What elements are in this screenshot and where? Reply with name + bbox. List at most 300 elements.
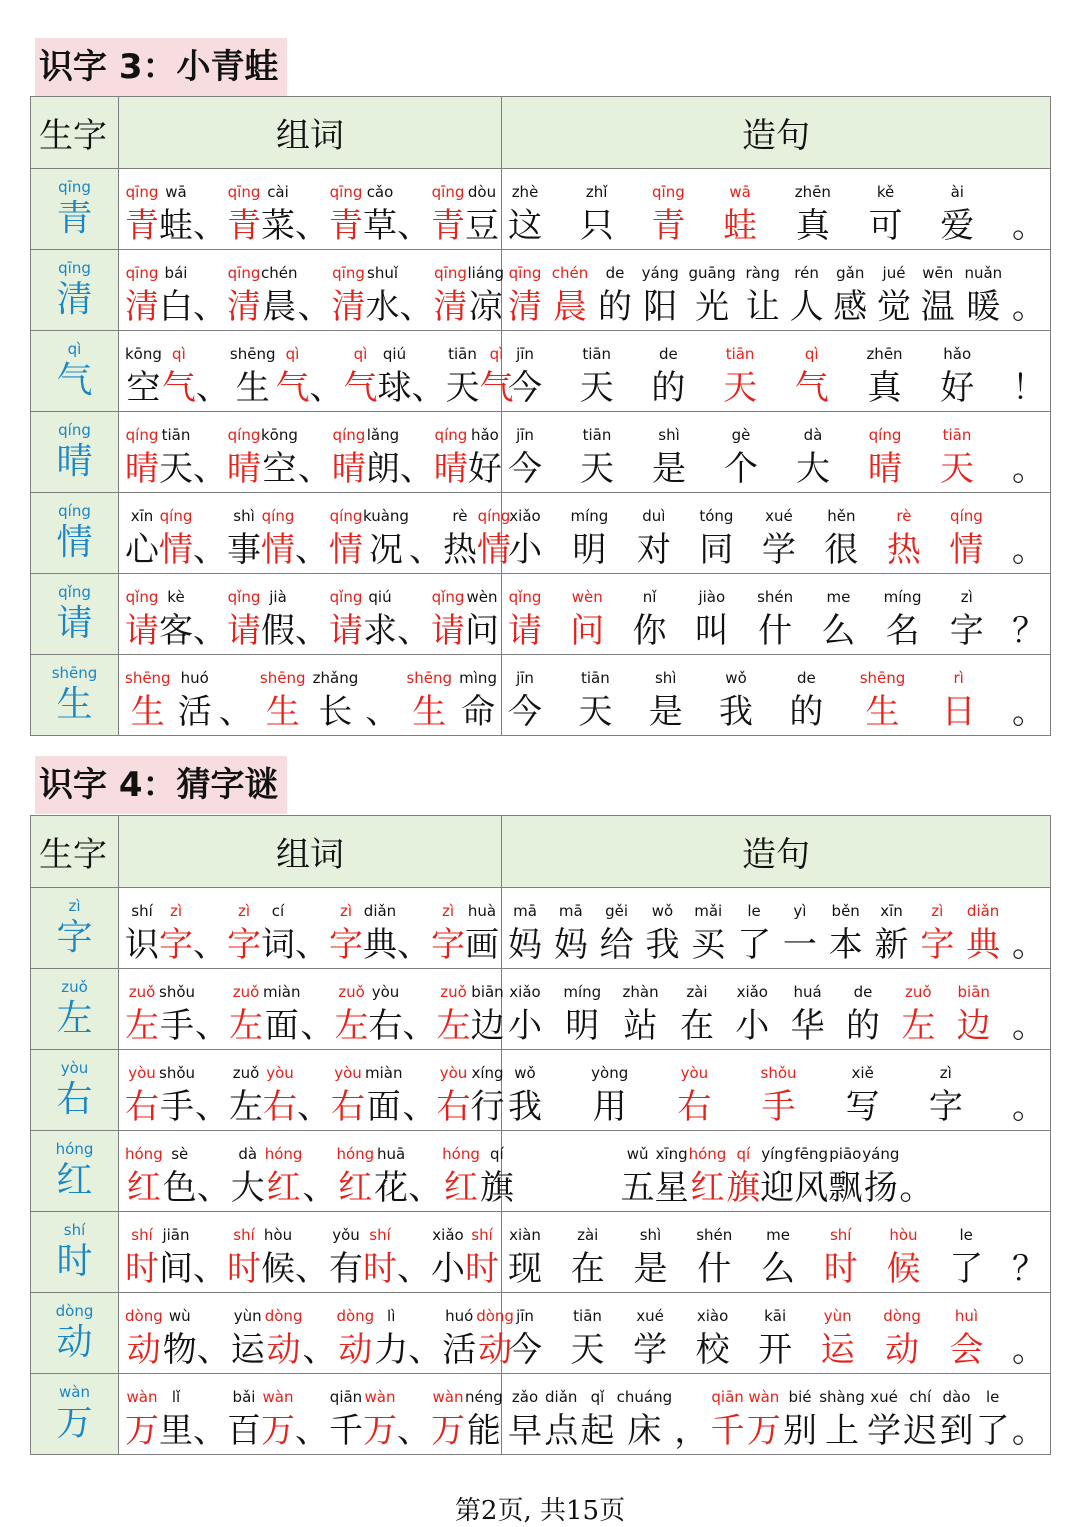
ruby-token	[261, 1224, 295, 1292]
header-character: 生字	[31, 816, 119, 888]
token-pinyin: jiān	[162, 1226, 190, 1244]
ruby-token	[125, 505, 159, 573]
token-hanzi: 、	[397, 611, 431, 651]
token-hanzi: 热	[442, 530, 477, 570]
token-hanzi: 况	[368, 530, 403, 570]
ruby-token	[374, 1143, 408, 1211]
character-pinyin: qì	[67, 340, 82, 358]
token-pinyin: nuǎn	[964, 264, 1003, 282]
token-hanzi: 、	[365, 692, 400, 732]
token-hanzi: 万	[431, 1411, 465, 1451]
token-hanzi: 时	[227, 1249, 261, 1289]
token-hanzi: 客	[159, 611, 193, 651]
token-pinyin: wā	[729, 183, 751, 201]
ruby-token	[866, 343, 902, 411]
token-hanzi: 万	[363, 1411, 397, 1451]
ruby-token	[471, 981, 505, 1049]
token-pinyin: yòng	[591, 1064, 629, 1082]
ruby-token	[899, 1143, 933, 1211]
ruby-token	[397, 586, 431, 654]
token-hanzi: 生	[235, 368, 270, 408]
token-pinyin: mìng	[459, 669, 497, 687]
token-pinyin: zhēn	[866, 345, 903, 363]
ruby-token	[227, 900, 261, 968]
token-pinyin: yòu	[334, 1064, 362, 1082]
token-hanzi: 情	[159, 530, 193, 570]
ruby-token	[471, 1062, 505, 1130]
token-hanzi: 今	[508, 692, 542, 732]
ruby-token	[125, 343, 162, 411]
token-hanzi: 、	[196, 1168, 231, 1208]
sentence-cell	[502, 169, 1051, 250]
token-pinyin: shén	[696, 1226, 733, 1244]
token-pinyin: zuǒ	[905, 983, 932, 1001]
ruby-token	[821, 1305, 855, 1373]
ruby-token	[329, 900, 363, 968]
token-pinyin: zǎo	[511, 1388, 539, 1406]
token-pinyin: qì	[489, 345, 504, 363]
token-pinyin: qì	[353, 345, 368, 363]
token-hanzi: 命	[461, 692, 496, 732]
ruby-token	[431, 1224, 465, 1292]
ruby-token	[1012, 1386, 1046, 1454]
token-pinyin: yíng	[761, 1145, 794, 1163]
ruby-token	[468, 424, 502, 492]
ruby-token	[229, 981, 263, 1049]
ruby-token	[125, 1224, 159, 1292]
token-hanzi: 、	[295, 530, 329, 570]
token-pinyin: xīn	[130, 507, 154, 525]
character-cell	[31, 250, 119, 331]
ruby-token	[363, 1224, 397, 1292]
sentence-cell	[502, 250, 1051, 331]
token-hanzi: 学	[867, 1411, 901, 1451]
ruby-token	[125, 981, 159, 1049]
token-hanzi: 五	[620, 1168, 655, 1208]
ruby-token	[819, 1386, 865, 1454]
token-hanzi: 、	[195, 1087, 230, 1127]
sentence-cell	[502, 888, 1051, 969]
token-hanzi: 明	[565, 1006, 600, 1046]
token-hanzi: 空	[126, 368, 161, 408]
token-hanzi: 写	[845, 1087, 880, 1127]
ruby-token	[544, 1386, 578, 1454]
token-pinyin: qīng	[227, 264, 261, 282]
character-hanzi: 左	[56, 998, 93, 1039]
ruby-token	[465, 900, 499, 968]
ruby-token	[465, 181, 499, 249]
ruby-token	[261, 586, 295, 654]
ruby-token	[674, 1386, 708, 1454]
token-pinyin: shì	[233, 507, 255, 525]
token-pinyin: shēng	[406, 669, 453, 687]
table-row	[31, 1293, 1051, 1374]
page-footer: 第2页, 共15页	[454, 1496, 626, 1526]
ruby-token	[331, 1062, 365, 1130]
ruby-token	[637, 505, 671, 573]
token-hanzi: 动	[338, 1330, 373, 1370]
ruby-token	[508, 505, 542, 573]
ruby-token	[295, 900, 329, 968]
token-hanzi: 气	[343, 368, 378, 408]
ruby-token	[298, 262, 332, 330]
token-hanzi: 是	[648, 692, 683, 732]
token-hanzi: 红	[338, 1168, 373, 1208]
ruby-token	[265, 1305, 303, 1373]
token-pinyin: diǎn	[966, 902, 1000, 920]
token-hanzi: 球	[377, 368, 412, 408]
ruby-token	[508, 900, 542, 968]
token-pinyin: zuǒ	[128, 983, 156, 1001]
ruby-token	[125, 262, 159, 330]
token-hanzi: 、	[297, 287, 332, 327]
ruby-token	[783, 900, 817, 968]
ruby-token	[336, 1305, 374, 1373]
ruby-token	[431, 1386, 465, 1454]
token-hanzi: 床	[627, 1411, 662, 1451]
token-hanzi: 么	[821, 611, 856, 651]
ruby-token	[633, 1224, 667, 1292]
ruby-token	[887, 505, 921, 573]
token-hanzi: 时	[823, 1249, 858, 1289]
token-pinyin: de	[605, 264, 625, 282]
token-pinyin: wàn	[126, 1388, 158, 1406]
token-hanzi: 晴	[433, 449, 468, 489]
ruby-token	[403, 1062, 437, 1130]
token-pinyin: qíng	[868, 426, 902, 444]
token-pinyin: qí	[490, 1145, 504, 1163]
ruby-token	[939, 1386, 973, 1454]
token-hanzi: 。	[1011, 1330, 1046, 1370]
token-hanzi: 时	[465, 1249, 499, 1289]
token-hanzi: 空	[262, 449, 297, 489]
token-pinyin: piāo	[829, 1145, 862, 1163]
token-hanzi: 时	[125, 1249, 159, 1289]
token-pinyin: wàn	[432, 1388, 464, 1406]
token-hanzi: 。	[1011, 925, 1046, 965]
token-hanzi: 清	[508, 287, 542, 327]
token-pinyin: miàn	[365, 1064, 403, 1082]
token-hanzi: 。	[1011, 287, 1046, 327]
token-hanzi: 买	[691, 925, 726, 965]
token-hanzi: 万	[261, 1411, 295, 1451]
ruby-token	[724, 424, 758, 492]
ruby-token	[366, 262, 400, 330]
token-hanzi: 、	[193, 1249, 227, 1289]
token-hanzi: 大	[796, 449, 830, 489]
ruby-token	[942, 667, 976, 735]
words-cell	[119, 1131, 514, 1212]
token-hanzi: 么	[761, 1249, 795, 1289]
ruby-token	[159, 424, 193, 492]
token-pinyin: zhàn	[622, 983, 659, 1001]
token-hanzi: 迎	[760, 1168, 795, 1208]
token-pinyin: qíng	[332, 426, 366, 444]
ruby-token	[260, 667, 306, 735]
token-pinyin: mā	[513, 902, 537, 920]
ruby-token	[159, 505, 193, 573]
token-hanzi: 行	[470, 1087, 505, 1127]
token-pinyin: zhǎng	[312, 669, 359, 687]
token-pinyin: qì	[804, 345, 819, 363]
token-hanzi: 面	[366, 1087, 401, 1127]
token-hanzi: 手	[160, 1006, 194, 1046]
token-hanzi: 万	[125, 1411, 159, 1451]
ruby-token	[329, 1386, 363, 1454]
ruby-token	[366, 424, 400, 492]
ruby-token	[949, 1224, 983, 1292]
ruby-token	[397, 900, 431, 968]
token-pinyin: bái	[164, 264, 188, 282]
ruby-token	[227, 586, 261, 654]
ruby-token	[193, 181, 227, 249]
ruby-token	[442, 1143, 480, 1211]
ruby-token	[193, 262, 227, 330]
ruby-token	[795, 181, 831, 249]
token-pinyin: hòu	[263, 1226, 293, 1244]
token-pinyin: míng	[883, 588, 922, 606]
ruby-token	[563, 981, 601, 1049]
ruby-token	[833, 262, 867, 330]
token-pinyin: sè	[171, 1145, 189, 1163]
token-hanzi: 、	[295, 611, 329, 651]
token-hanzi: 千	[710, 1411, 745, 1451]
ruby-token	[711, 1386, 745, 1454]
token-hanzi: 、	[302, 1168, 337, 1208]
token-pinyin: zuǒ	[338, 983, 365, 1001]
ruby-token	[295, 1386, 329, 1454]
token-pinyin: qǐng	[431, 588, 465, 606]
ruby-token	[261, 505, 295, 573]
table-header-row	[31, 97, 1051, 169]
token-hanzi: 让	[745, 287, 780, 327]
token-hanzi: 左	[436, 1006, 471, 1046]
token-pinyin: le	[959, 1226, 973, 1244]
token-pinyin: dòng	[264, 1307, 303, 1325]
ruby-token	[796, 424, 830, 492]
ruby-token	[227, 505, 261, 573]
token-hanzi: 。	[1011, 1411, 1046, 1451]
token-hanzi: 白	[159, 287, 193, 327]
words-cell	[119, 331, 514, 412]
token-pinyin: qīng	[125, 183, 159, 201]
table-row	[31, 331, 1051, 412]
token-pinyin: liáng	[467, 264, 505, 282]
token-hanzi: 可	[868, 206, 903, 246]
token-pinyin: zì	[169, 902, 183, 920]
ruby-token	[335, 981, 369, 1049]
ruby-token	[403, 981, 437, 1049]
token-pinyin: dòng	[476, 1307, 514, 1325]
token-pinyin: tóng	[699, 507, 734, 525]
ruby-token	[397, 181, 431, 249]
character-pinyin: qīng	[58, 178, 91, 196]
ruby-token	[125, 1062, 159, 1130]
token-hanzi: 凉	[468, 287, 503, 327]
ruby-token	[591, 1062, 628, 1130]
character-cell	[31, 1374, 119, 1455]
ruby-token	[310, 343, 344, 411]
token-hanzi: 、	[408, 1330, 443, 1370]
ruby-token	[263, 981, 300, 1049]
token-hanzi: 在	[570, 1249, 605, 1289]
ruby-token	[297, 1062, 331, 1130]
token-pinyin: wàn	[748, 1388, 780, 1406]
section-title: 识字 4：猜字谜	[35, 756, 287, 814]
ruby-token	[125, 900, 159, 968]
token-pinyin: jīn	[516, 345, 534, 363]
ruby-token	[159, 1224, 193, 1292]
sentence-cell	[502, 1131, 1051, 1212]
token-pinyin: shàng	[819, 1388, 865, 1406]
token-hanzi: 左	[901, 1006, 936, 1046]
token-hanzi: 清	[227, 287, 261, 327]
token-hanzi: 心	[125, 530, 159, 570]
ruby-token	[193, 424, 227, 492]
ruby-token	[580, 1386, 614, 1454]
ruby-token	[877, 262, 911, 330]
token-pinyin: zuǒ	[440, 983, 467, 1001]
token-hanzi: 、	[195, 368, 230, 408]
token-hanzi: 问	[465, 611, 499, 651]
token-hanzi: 典	[966, 925, 1001, 965]
token-hanzi: 清	[331, 287, 366, 327]
token-hanzi: 的	[845, 1006, 880, 1046]
token-pinyin: huā	[377, 1145, 406, 1163]
token-pinyin: chí	[909, 1388, 932, 1406]
ruby-token	[408, 1143, 442, 1211]
token-pinyin: qiú	[368, 588, 392, 606]
ruby-token	[964, 262, 1002, 330]
token-pinyin: hóng	[442, 1145, 480, 1163]
words-cell	[119, 1050, 505, 1131]
token-hanzi: 右	[368, 1006, 403, 1046]
character-cell	[31, 1050, 119, 1131]
ruby-token	[431, 586, 465, 654]
token-pinyin: qīng	[125, 264, 159, 282]
character-hanzi: 请	[56, 603, 93, 644]
token-pinyin: qí	[736, 1145, 751, 1163]
token-pinyin: dào	[942, 1388, 971, 1406]
token-hanzi: 万	[746, 1411, 781, 1451]
token-hanzi: 字	[920, 925, 955, 965]
token-hanzi: 、	[193, 287, 227, 327]
ruby-token	[336, 1143, 374, 1211]
token-pinyin: gěi	[605, 902, 629, 920]
token-hanzi: 生	[130, 692, 165, 732]
character-cell	[31, 331, 119, 412]
token-pinyin: shì	[639, 1226, 662, 1244]
token-hanzi: 叫	[694, 611, 729, 651]
character-hanzi: 字	[56, 917, 93, 958]
token-hanzi: 、	[397, 206, 431, 246]
table-header-row	[31, 816, 1051, 888]
token-pinyin: chén	[261, 264, 298, 282]
token-hanzi: 天	[940, 449, 974, 489]
token-hanzi: 情	[949, 530, 984, 570]
token-hanzi: 迟	[903, 1411, 938, 1451]
token-pinyin: kě	[876, 183, 895, 201]
token-pinyin: hǎo	[470, 426, 499, 444]
ruby-token	[1012, 667, 1046, 735]
token-hanzi: 好	[940, 368, 975, 408]
token-hanzi: 、	[309, 368, 344, 408]
ruby-token	[159, 1386, 193, 1454]
token-pinyin: ràng	[745, 264, 780, 282]
token-pinyin: yǒu	[332, 1226, 360, 1244]
character-hanzi: 情	[56, 522, 93, 563]
token-pinyin: qīng	[332, 264, 365, 282]
token-hanzi: 了	[737, 925, 772, 965]
token-pinyin: qīng	[508, 264, 542, 282]
token-pinyin: chén	[551, 264, 589, 282]
ruby-token	[949, 1305, 983, 1373]
ruby-token	[125, 424, 159, 492]
ruby-token	[645, 900, 679, 968]
token-hanzi: 开	[758, 1330, 793, 1370]
header-words: 组词	[119, 97, 502, 169]
token-hanzi: 物	[162, 1330, 197, 1370]
ruby-token	[408, 1305, 442, 1373]
token-pinyin: qīng	[329, 183, 363, 201]
token-hanzi: 面	[264, 1006, 299, 1046]
token-hanzi: 、	[193, 530, 227, 570]
ruby-token	[332, 262, 366, 330]
ruby-token	[723, 181, 757, 249]
token-hanzi: 什	[758, 611, 793, 651]
ruby-token	[949, 505, 983, 573]
token-hanzi: 典	[363, 925, 397, 965]
token-pinyin: yùn	[823, 1307, 852, 1325]
token-hanzi: 水	[365, 287, 400, 327]
token-hanzi: 天	[159, 449, 193, 489]
table-row	[31, 493, 1051, 574]
character-hanzi: 气	[56, 360, 93, 401]
ruby-token	[125, 586, 159, 654]
ruby-token	[365, 667, 399, 735]
token-pinyin: hěn	[827, 507, 856, 525]
ruby-token	[940, 424, 974, 492]
token-hanzi: 早	[508, 1411, 542, 1451]
sentence-cell	[502, 574, 1051, 655]
token-hanzi: 妈	[508, 925, 542, 965]
token-pinyin: jué	[882, 264, 906, 282]
ruby-token	[940, 343, 974, 411]
token-pinyin: qīng	[434, 264, 467, 282]
token-hanzi: 我	[719, 692, 754, 732]
token-pinyin: yòu	[680, 1064, 709, 1082]
token-pinyin: shēng	[229, 345, 276, 363]
token-hanzi: 事	[227, 530, 261, 570]
token-hanzi: 、	[295, 925, 329, 965]
ruby-token	[726, 1143, 760, 1211]
token-hanzi: 画	[465, 925, 499, 965]
ruby-token	[621, 1143, 655, 1211]
token-hanzi: 别	[783, 1411, 818, 1451]
token-hanzi: 学	[633, 1330, 668, 1370]
token-hanzi: 、	[302, 1330, 337, 1370]
token-hanzi: 手	[761, 1087, 796, 1127]
token-hanzi: 里	[159, 1411, 193, 1451]
token-hanzi: ，	[674, 1411, 709, 1451]
token-hanzi: 大	[230, 1168, 265, 1208]
sentence-cell	[502, 1050, 1051, 1131]
ruby-token	[231, 1143, 265, 1211]
token-pinyin: wā	[165, 183, 187, 201]
token-hanzi: 问	[570, 611, 605, 651]
character-pinyin: zuǒ	[61, 978, 88, 996]
token-pinyin: yáng	[641, 264, 679, 282]
